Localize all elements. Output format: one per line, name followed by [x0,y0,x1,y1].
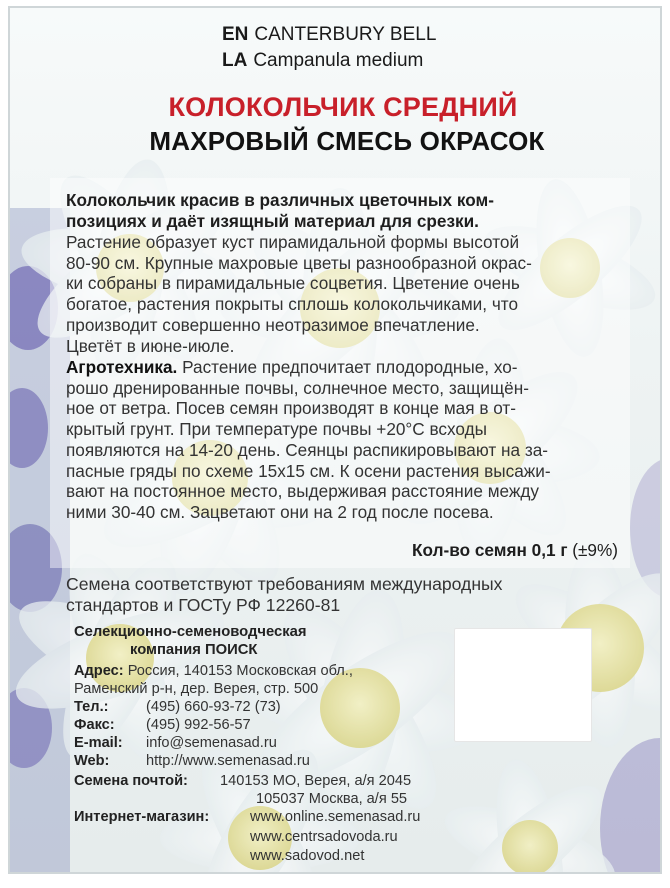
seed-packet-back [8,6,662,874]
website-row [74,753,310,769]
phone-row [74,699,281,715]
blank-sticker-area [454,628,592,742]
gost-compliance-note: Семена соответствуют требованиям международных стандартов и ГОСТу РФ 12260-81 [66,574,503,615]
la-code: LA [222,50,248,71]
address-row [74,663,353,679]
agrotechnics-label: Агротехника. [66,357,178,377]
online-shop-url-3: www.sadovod.net [250,848,365,864]
fax-row [74,717,251,733]
latin-name: Campanula medium [253,50,424,71]
description-lead: Колокольчик красив в различных цветочных ком- позициях и даёт изящный материал для срезки. [66,190,494,231]
english-name: CANTERBURY BELL [254,24,437,45]
seed-quantity-tolerance: (±9%) [572,540,618,560]
email-row [74,735,277,751]
email-label: E-mail: [74,735,123,751]
address-label: Адрес: [74,663,124,679]
seed-quantity-label: Кол-во семян 0,1 г [412,540,568,560]
web-label: Web: [74,753,110,769]
mail-order-row [74,773,411,789]
english-name-line [222,24,622,46]
description-body: Растение образует куст пирамидальной формы высотой 80-90 см. Крупные махровые цветы разнообразной окрас- ки собраны в пирамидальные соцветия. Цветение очень богатое, растения покрыты сплошь колокольчиками, что производит совершенно неотразимое впечатление. Цветёт в июне-июле. [66,232,532,356]
address-line-1: Россия, 140153 Московская обл., [127,663,353,679]
seed-quantity [412,540,618,561]
phone-label: Тел.: [74,699,109,715]
online-shop-url-1: www.online.semenasad.ru [250,809,421,825]
online-shop-url-2: www.centrsadovoda.ru [250,829,398,845]
company-type: Селекционно-семеноводческая [74,624,307,640]
agrotechnics-text: Растение предпочитает плодородные, хо- рошо дренированные почвы, солнечное место, защищён- ное от ветра. Посев семян производят в конце мая в от- крытый грунт. При температуре почвы +20°С всходы появляются на 14-20 день. Сеянцы распикировывают на за- пасные гряды по схеме 15х15 см. К осени растения высажи- вают на постоянное место, выдерживая расстояние между ними 30-40 см. Зацветают они на 2 год после посева. [66,357,551,522]
en-code: EN [222,24,249,45]
mail-order-address-1: 140153 МО, Верея, а/я 2045 [220,773,412,789]
latin-name-line [222,50,622,72]
online-shop-label: Интернет-магазин: [74,809,210,825]
fax-label: Факс: [74,717,115,733]
website-url: http://www.semenasad.ru [146,753,310,769]
address-line-2: Раменский р-н, дер. Верея, стр. 500 [74,681,319,697]
phone-number: (495) 660-93-72 (73) [146,699,281,715]
product-title-red: КОЛОКОЛЬЧИК СРЕДНИЙ [168,92,518,122]
mail-order-label: Семена почтой: [74,773,188,789]
product-subtitle: МАХРОВЫЙ СМЕСЬ ОКРАСОК [149,126,545,156]
online-shop-row [74,809,420,825]
fax-number: (495) 992-56-57 [146,717,251,733]
agrotechnics-paragraph [66,357,618,523]
email-address: info@semenasad.ru [146,735,277,751]
mail-order-address-2: 105037 Москва, а/я 55 [256,791,408,807]
company-name: компания ПОИСК [130,642,258,658]
